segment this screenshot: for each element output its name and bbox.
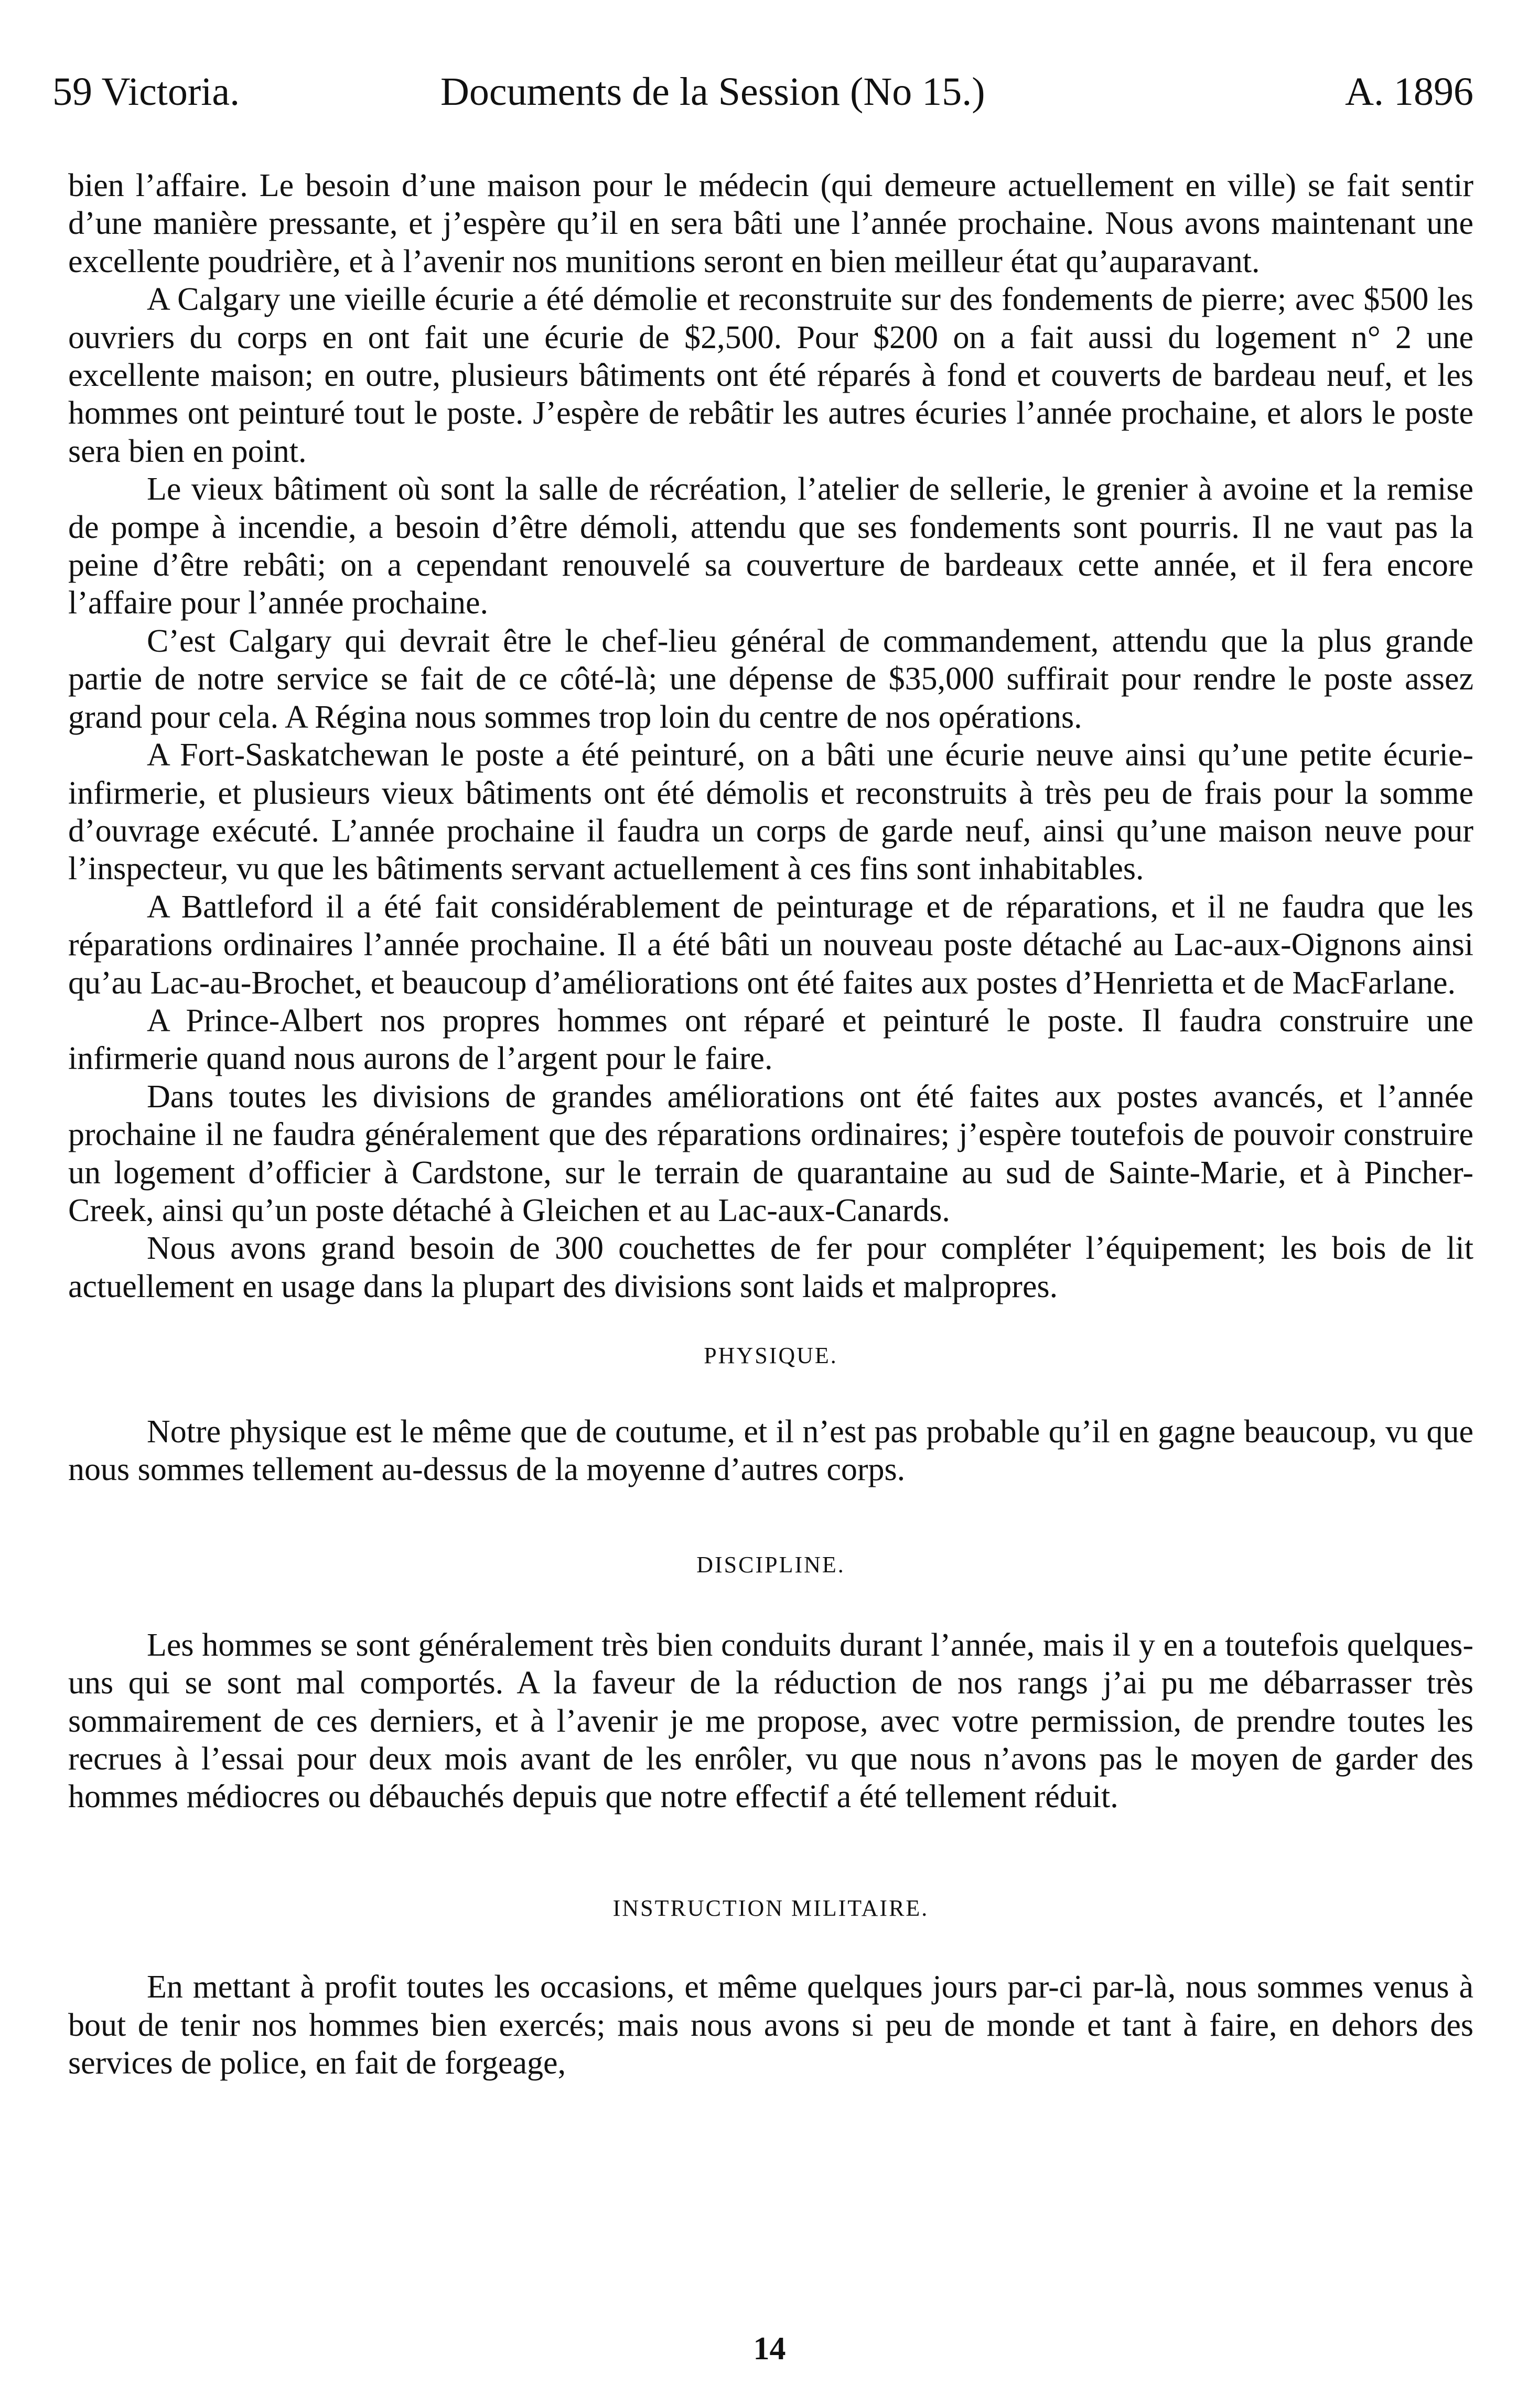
paragraph: Dans toutes les divisions de grandes améliorations ont été faites aux postes avancés, et l’année prochaine il ne faudra généralement que des réparations ordinaires; j’espère toutefois de pouvoir construire un logement d’officier à Cardstone, sur le terrain de quarantaine au sud de Sainte-Marie, et à Pincher-Creek, ainsi qu’un poste détaché à Gleichen et au Lac-aux-Canards. (68, 1078, 1473, 1228)
header-year: A. 1896 (1345, 70, 1473, 114)
section-heading-physique: PHYSIQUE. (704, 1343, 838, 1369)
running-header (52, 63, 1473, 121)
paragraph: A Battleford il a été fait considérablement de peinturage et de réparations, et il ne faudra que les réparations ordinaires l’année prochaine. Il a été bâti un nouveau poste détaché au Lac-aux-Oignons ainsi qu’au Lac-au-Brochet, et beaucoup d’améliorations ont été faites aux postes d’Henrietta et de MacFarlane. (68, 889, 1473, 1001)
header-volume: 59 Victoria. (52, 70, 240, 114)
paragraph: C’est Calgary qui devrait être le chef-lieu général de commandement, attendu que la plus grande partie de notre service se fait de ce côté-là; une dépense de $35,000 suffirait pour rendre le poste assez grand pour cela. A Régina nous sommes trop loin du centre de nos opérations. (68, 623, 1473, 735)
paragraph: Nous avons grand besoin de 300 couchettes de fer pour compléter l’équipement; les bois de lit actuellement en usage dans la plupart des divisions sont laids et malpropres. (68, 1230, 1473, 1304)
paragraph: bien l’affaire. Le besoin d’une maison pour le médecin (qui demeure actuellement en ville) se fait sentir d’une manière pressante, et j’espère qu’il en sera bâti une l’année prochaine. Nous avons maintenant une excellente poudrière, et à l’avenir nos munitions seront en bien meilleur état qu’auparavant. (68, 168, 1473, 279)
body-text (68, 167, 1473, 2082)
paragraph-physique: Notre physique est le même que de coutume, et il n’est pas probable qu’il en gagne beaucoup, vu que nous sommes tellement au-dessus de la moyenne d’autres corps. (68, 1413, 1473, 1487)
paragraph: A Fort-Saskatchewan le poste a été peinturé, on a bâti une écurie neuve ainsi qu’une petite écurie-infirmerie, et plusieurs vieux bâtiments ont été démolis et reconstruits à très peu de frais pour la somme d’ouvrage exécuté. L’année prochaine il faudra un corps de garde neuf, ainsi qu’une maison neuve pour l’inspecteur, vu que les bâtiments servant actuellement à ces fins sont inhabitables. (68, 737, 1473, 887)
section-heading-instruction: INSTRUCTION MILITAIRE. (612, 1895, 929, 1921)
header-title: Documents de la Session (No 15.) (440, 70, 985, 114)
paragraph-instruction: En mettant à profit toutes les occasions, et même quelques jours par-ci par-là, nous sommes venus à bout de tenir nos hommes bien exercés; mais nous avons si peu de monde et tant à faire, en dehors des services de police, en fait de forgeage, (68, 1969, 1473, 2081)
paragraph-discipline: Les hommes se sont généralement très bien conduits durant l’année, mais il y en a toutefois quelques-uns qui se sont mal comportés. A la faveur de la réduction de nos rangs j’ai pu me débarrasser très sommairement de ces derniers, et à l’avenir je me propose, avec votre permission, de prendre toutes les recrues à l’essai pour deux mois avant de les enrôler, vu que nous n’avons pas le moyen de garder des hommes médiocres ou débauchés depuis que notre effectif a été tellement réduit. (68, 1627, 1473, 1815)
paragraph: A Calgary une vieille écurie a été démolie et reconstruite sur des fondements de pierre; avec $500 les ouvriers du corps en ont fait une écurie de $2,500. Pour $200 on a fait aussi du logement n° 2 une excellente maison; en outre, plusieurs bâtiments ont été réparés à fond et couverts de bardeau neuf, et les hommes ont peinturé tout le poste. J’espère de rebâtir les autres écuries l’année prochaine, et alors le poste sera bien en point. (68, 282, 1473, 469)
paragraph: Le vieux bâtiment où sont la salle de récréation, l’atelier de sellerie, le grenier à avoine et la remise de pompe à incendie, a besoin d’être démoli, attendu que ses fondements sont pourris. Il ne vaut pas la peine d’être rebâti; on a cependant renouvelé sa couverture de bardeaux cette année, et il fera encore l’affaire pour l’année prochaine. (68, 471, 1473, 621)
paragraph: A Prince-Albert nos propres hommes ont réparé et peinturé le poste. Il faudra construire une infirmerie quand nous aurons de l’argent pour le faire. (68, 1002, 1473, 1077)
section-heading-discipline: DISCIPLINE. (696, 1552, 845, 1578)
page-number: 14 (753, 2331, 786, 2367)
